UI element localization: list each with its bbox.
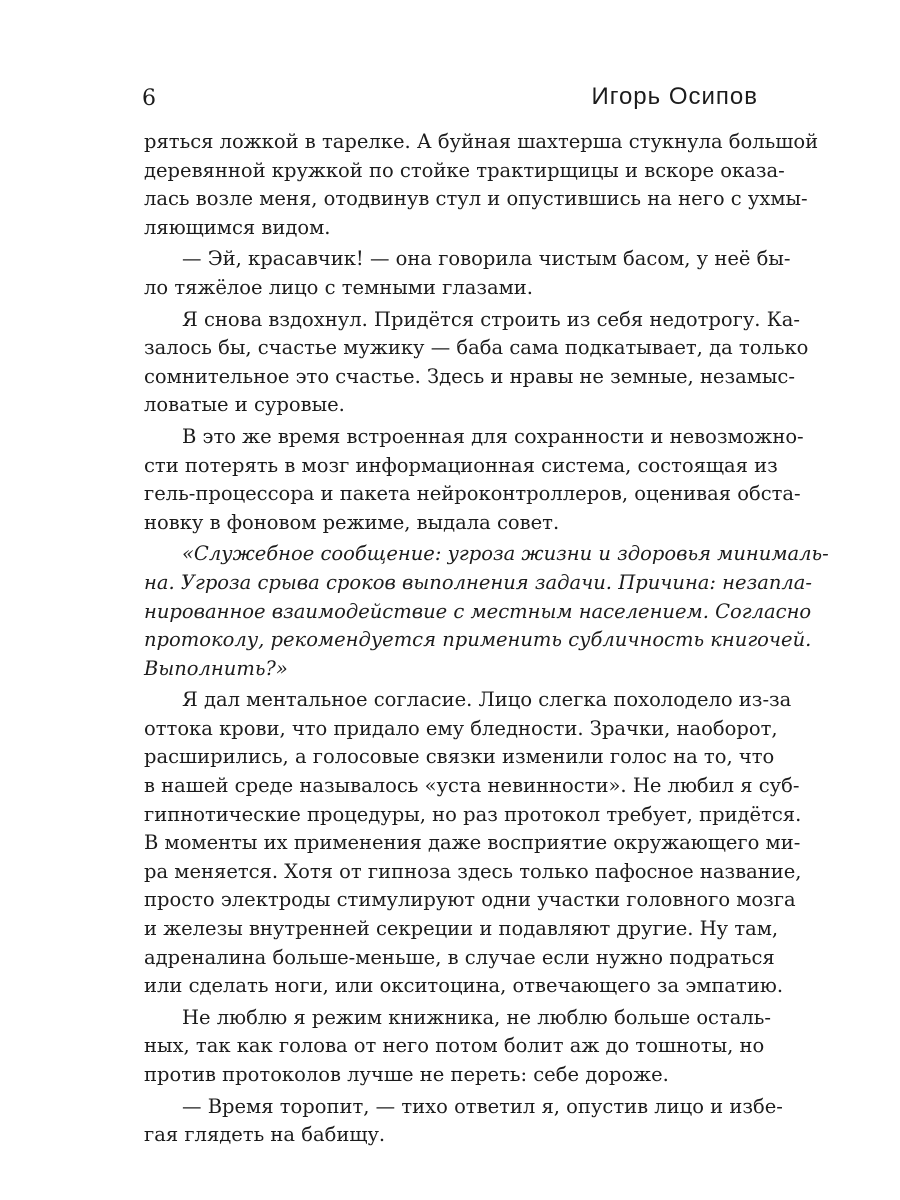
text-line: на. Угроза срыва сроков выполнения задачи. Причина: незапла- [144, 570, 813, 594]
text-line: — Время торопит, — тихо ответил я, опустив лицо и избе- [182, 1094, 783, 1118]
text-line: сти потерять в мозг информационная система, состоящая из [144, 453, 778, 477]
text-line: гипнотические процедуры, но раз протокол требует, придётся. [144, 802, 802, 826]
text-line: Я дал ментальное согласие. Лицо слегка похолодело из-за [182, 688, 792, 712]
text-line: или сделать ноги, или окситоцина, отвечающего за эмпатию. [144, 974, 784, 998]
text-line: оттока крови, что придало ему бледности. Зрачки, наоборот, [144, 716, 778, 740]
text-line: ляющимся видом. [144, 215, 331, 239]
text-line: «Служебное сообщение: угроза жизни и здоровья минималь- [182, 542, 829, 566]
text-line: ловатые и суровые. [144, 393, 345, 417]
text-line: протоколу, рекомендуется применить субличность книгочей. [144, 628, 812, 652]
text-line: лась возле меня, отодвинув стул и опустившись на него с ухмы- [144, 187, 808, 211]
text-line: Выполнить?» [144, 656, 288, 680]
text-line: сомнительное это счастье. Здесь и нравы не земные, незамыс- [144, 364, 795, 388]
body-text [144, 128, 829, 1150]
text-line: ло тяжёлое лицо с темными глазами. [144, 275, 533, 299]
text-line: — Эй, красавчик! — она говорила чистым басом, у неё бы- [182, 247, 791, 271]
text-line: гая глядеть на бабищу. [144, 1123, 386, 1147]
text-line: и железы внутренней секреции и подавляют другие. Ну там, [144, 917, 779, 941]
running-head-author: Игорь Осипов [591, 83, 758, 110]
text-line: расширились, а голосовые связки изменили голос на то, что [144, 745, 775, 769]
text-line: гель-процессора и пакета нейроконтроллеров, оценивая обста- [144, 482, 801, 506]
text-line: новку в фоновом режиме, выдала совет. [144, 510, 560, 534]
text-line: ряться ложкой в тарелке. А буйная шахтерша стукнула большой [144, 130, 819, 153]
page-number: 6 [142, 86, 156, 111]
text-line: нированное взаимодействие с местным населением. Согласно [144, 599, 812, 623]
text-line: деревянной кружкой по стойке трактирщицы и вскоре оказа- [144, 158, 785, 182]
text-line: В это же время встроенная для сохранности и невозможно- [182, 424, 804, 448]
text-line: В моменты их применения даже восприятие окружающего ми- [144, 831, 801, 855]
text-line: Не люблю я режим книжника, не люблю больше осталь- [182, 1005, 771, 1029]
text-line: в нашей среде называлось «уста невинности». Не любил я суб- [144, 774, 800, 798]
text-line: Я снова вздохнул. Придётся строить из себя недотрогу. Ка- [182, 307, 801, 331]
text-line: просто электроды стимулируют одни участки головного мозга [144, 888, 796, 912]
text-line: ных, так как голова от него потом болит аж до тошноты, но [144, 1034, 765, 1058]
text-line: против протоколов лучше не переть: себе дороже. [144, 1063, 669, 1086]
text-line: ра меняется. Хотя от гипноза здесь только пафосное название, [144, 859, 802, 883]
text-line: адреналина больше-меньше, в случае если нужно подраться [144, 945, 775, 969]
text-line: залось бы, счастье мужику — баба сама подкатывает, да только [144, 336, 809, 360]
